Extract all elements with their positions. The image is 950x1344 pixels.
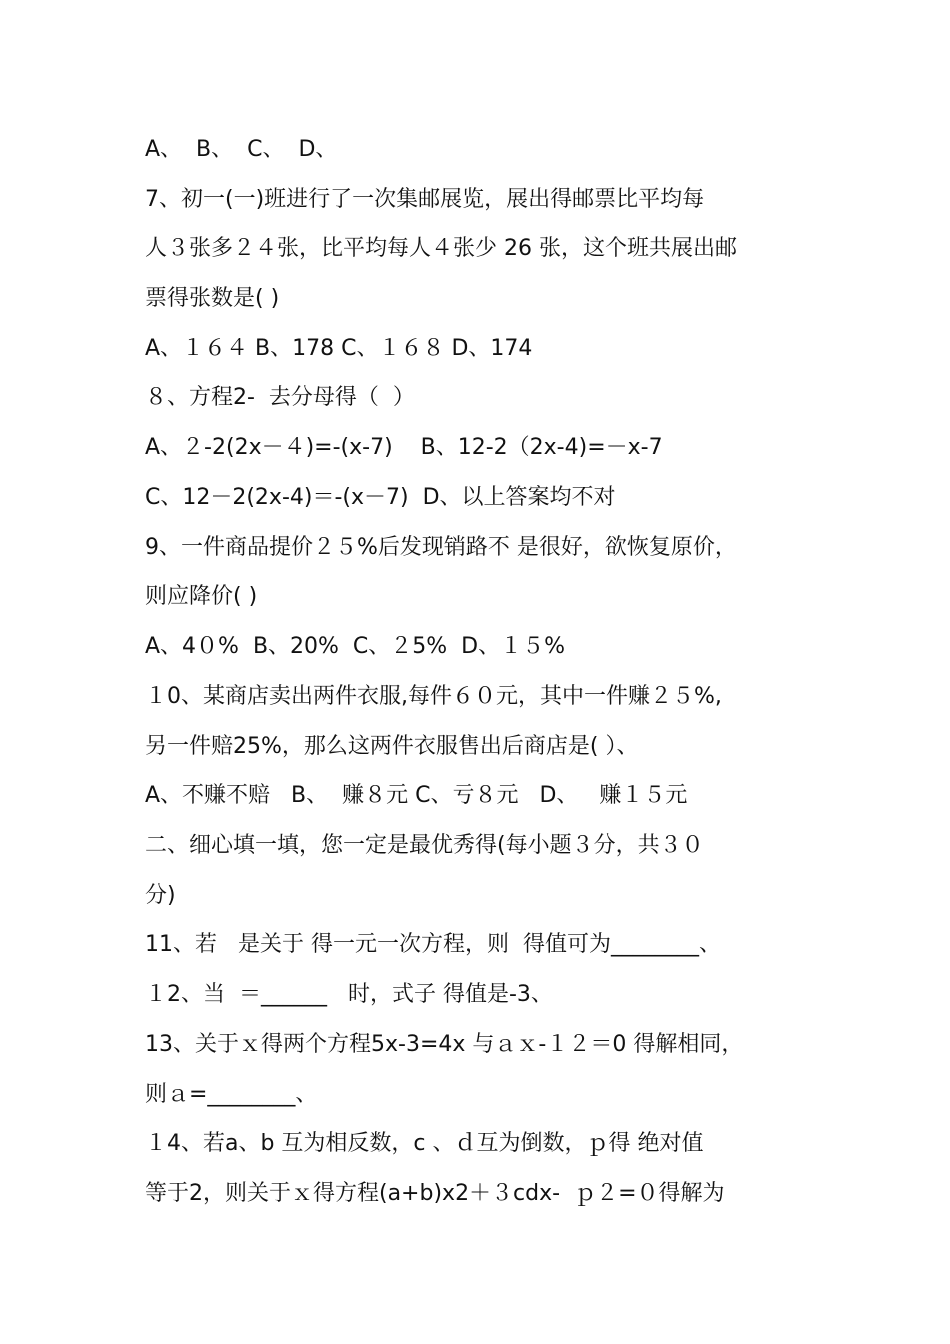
question-7-line-3: 票得张数是( ) bbox=[145, 286, 280, 311]
question-10-line-1: １0、某商店卖出两件衣服,每件６０元，其中一件赚２５%, bbox=[145, 684, 722, 709]
section-2-heading-line-2: 分) bbox=[145, 883, 176, 908]
answer-options-line: A、 B、 C、 D、 bbox=[145, 137, 338, 162]
question-12-line: １2、当 ＝______ 时，式子 得值是-3、 bbox=[145, 982, 553, 1007]
question-8-options-ab: A、２-2(2x－４)=-(x-7) B、12-2（2x-4)=－x-7 bbox=[145, 435, 663, 460]
section-2-heading-line-1: 二、细心填一填，您一定是最优秀得(每小题３分，共３０ bbox=[145, 833, 704, 858]
question-8-options-cd: C、12－2(2x-4)＝-(x－7) D、以上答案均不对 bbox=[145, 485, 616, 510]
question-7-options: A、１６４ B、178 C、１６８ D、174 bbox=[145, 336, 533, 361]
question-13-line-2: 则ａ=________、 bbox=[145, 1082, 318, 1107]
question-9-options: A、4０% B、20% C、２5% D、１５% bbox=[145, 634, 566, 659]
question-14-line-2: 等于2，则关于ｘ得方程(a+b)x2＋３cdx- ｐ２=０得解为 bbox=[145, 1181, 725, 1206]
question-10-line-2: 另一件赔25%，那么这两件衣服售出后商店是( ）、 bbox=[145, 734, 639, 759]
question-14-line-1: １4、若a、b 互为相反数，c 、ｄ互为倒数，ｐ得 绝对值 bbox=[145, 1131, 704, 1156]
question-8-line: ８、方程2- 去分母得（ ） bbox=[145, 385, 415, 410]
question-9-line-2: 则应降价( ) bbox=[145, 584, 258, 609]
question-10-options: A、不赚不赔 B、 赚８元 C、亏８元 D、 赚１５元 bbox=[145, 783, 688, 808]
question-7-line-2: 人３张多２４张，比平均每人４张少 26 张，这个班共展出邮 bbox=[145, 236, 737, 261]
question-9-line-1: 9、一件商品提价２５%后发现销路不 是很好，欲恢复原价， bbox=[145, 535, 737, 560]
question-7-line-1: 7、初一(一)班进行了一次集邮展览，展出得邮票比平均每 bbox=[145, 187, 705, 212]
question-13-line-1: 13、关于ｘ得两个方程5x-3=4x 与ａｘ-１２＝0 得解相同， bbox=[145, 1032, 744, 1057]
question-11-line: 11、若 是关于 得一元一次方程，则 得值可为________、 bbox=[145, 932, 721, 957]
